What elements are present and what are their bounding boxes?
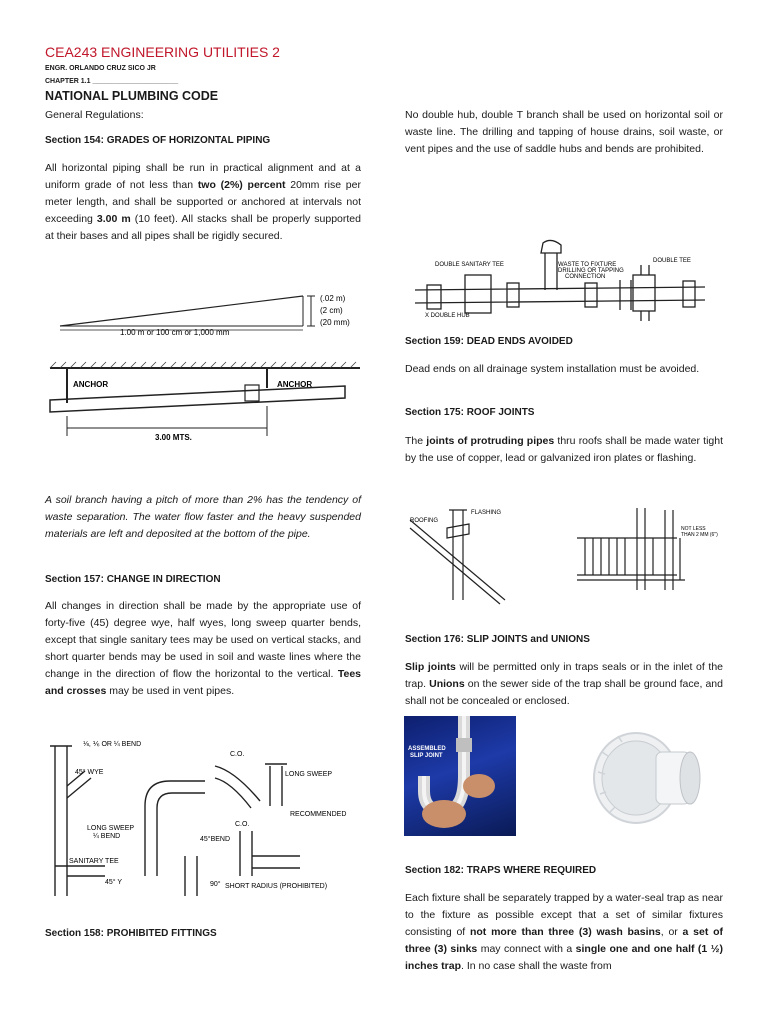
dim-label-3: (20 mm)	[320, 318, 350, 327]
section-159-text: Dead ends on all drainage system installation must be avoided.	[405, 363, 700, 375]
grade-figure	[45, 288, 365, 448]
connection-label: CONNECTION	[565, 274, 606, 280]
sanitary-tee-label: SANITARY TEE	[69, 858, 119, 865]
roof-note-1: NOT LESS	[681, 526, 706, 532]
section-175-heading: Section 175: ROOF JOINTS	[405, 407, 535, 418]
section-182-heading: Section 182: TRAPS WHERE REQUIRED	[405, 865, 597, 876]
double-tee-label: DOUBLE TEE	[653, 258, 691, 264]
double-san-tee-label: DOUBLE SANITARY TEE	[435, 262, 504, 268]
span-label: 3.00 MTS.	[155, 433, 192, 442]
recommended-label: RECOMMENDED	[290, 811, 347, 818]
section-157-text: All changes in direction shall be made by the appropriate use of forty-five (45) degree wye, half wyes, long sweep quarter bends, except that single sanitary tees may be used on vertical stacks, and short quarter bends may be used in soil and waste lines where the change in the direction of flow the horizontal to the vertical. Tees and crosses may be used in vent pipes.	[45, 600, 361, 697]
bend-label: ⅛, ⅙ OR ¼ BEND	[83, 741, 142, 748]
quarter-bend-label: ¼ BEND	[93, 833, 121, 840]
section-176-text: Slip joints will be permitted only in traps seals or in the inlet of the trap. Unions on the sewer side of the trap shall be ground face, and shall not be concealed or enclosed.	[405, 661, 723, 707]
flashing-label: FLASHING	[471, 510, 502, 516]
course-title: CEA243 ENGINEERING UTILITIES 2	[45, 44, 280, 60]
dim-label-1: (.02 m)	[320, 294, 346, 303]
waste-fixture-label: WASTE TO FIXTURE	[558, 262, 617, 268]
roofing-label: ROOFING	[410, 518, 438, 524]
co-label-1: C.O.	[230, 751, 245, 758]
union-photo	[578, 722, 708, 834]
section-158-text: No double hub, double T branch shall be used on horizontal soil or waste line. The drilling and tapping of house drains, soil waste, or vent pipes and the use of saddle hubs and bends are prohibited.	[405, 109, 723, 155]
dim-label-2: (2 cm)	[320, 306, 343, 315]
anchor-right-label: ANCHOR	[277, 380, 313, 389]
section-182-text: Each fixture shall be separately trapped by a water-seal trap as near to the fixture as possible except that a set of similar fixtures consisting of not more than three (3) wash basins, or a set of three (3) sinks may connect with a single one and one half (1 ½) inches trap. In no case shall the waste from	[405, 892, 723, 972]
wye-label: 45° WYE	[75, 769, 104, 776]
direction-figure	[45, 726, 365, 906]
section-158-heading: Section 158: PROHIBITED FITTINGS	[45, 928, 217, 939]
anchor-left-label: ANCHOR	[73, 380, 109, 389]
drilling-label: DRILLING OR TAPPING	[558, 268, 624, 274]
photo-label-2: SLIP JOINT	[410, 753, 443, 759]
section-154-text: All horizontal piping shall be run in practical alignment and at a uniform grade of not less than two (2%) percent 20mm rise per meter length, and shall be supported or anchored at intervals not exceeding 3.00 m (10 feet). All stacks shall be properly supported at their bases and all pipes shall be rigidly secured.	[45, 162, 361, 242]
co-label-2: C.O.	[235, 821, 250, 828]
section-175-text: The joints of protruding pipes thru roofs shall be made water tight by the use of copper, lead or galvanized iron plates or flashing.	[405, 435, 724, 464]
section-154-heading: Section 154: GRADES OF HORIZONTAL PIPING	[45, 135, 271, 146]
pipe-shape	[50, 386, 345, 412]
photo-label-1: ASSEMBLED	[408, 746, 446, 752]
long-sweep-label: LONG SWEEP	[285, 771, 333, 778]
main-heading: NATIONAL PLUMBING CODE	[45, 89, 219, 103]
slope-line	[60, 296, 303, 326]
author-name: ENGR. ORLANDO CRUZ SICO JR	[45, 65, 156, 72]
double-hub-label: X DOUBLE HUB	[425, 313, 470, 319]
italic-note: A soil branch having a pitch of more than 2% has the tendency of waste separation. The water flow faster and the heavy suspended materials are left and deposited at the bottom of the pipe.	[45, 494, 361, 540]
bend45-label: 45°BEND	[200, 836, 231, 843]
section-159-heading: Section 159: DEAD ENDS AVOIDED	[405, 336, 573, 347]
short-radius-label: SHORT RADIUS (PROHIBITED)	[225, 883, 328, 890]
deg90-label: 90°	[210, 881, 221, 888]
y45-label: 45° Y	[105, 879, 123, 886]
subheading: General Regulations:	[45, 109, 144, 121]
section-176-heading: Section 176: SLIP JOINTS and UNIONS	[405, 634, 590, 645]
roof-note-2: THAN 2 MM (6")	[681, 532, 718, 538]
prohibited-figure	[405, 235, 725, 325]
length-label: 1.00 m or 100 cm or 1,000 mm	[120, 328, 230, 337]
roof-figure	[405, 500, 725, 605]
long-sweep-bend-label: LONG SWEEP	[87, 825, 135, 832]
slip-joint-photo	[404, 716, 516, 836]
chapter-label: CHAPTER 1.1 ______________________	[45, 78, 179, 85]
section-157-heading: Section 157: CHANGE IN DIRECTION	[45, 574, 221, 585]
